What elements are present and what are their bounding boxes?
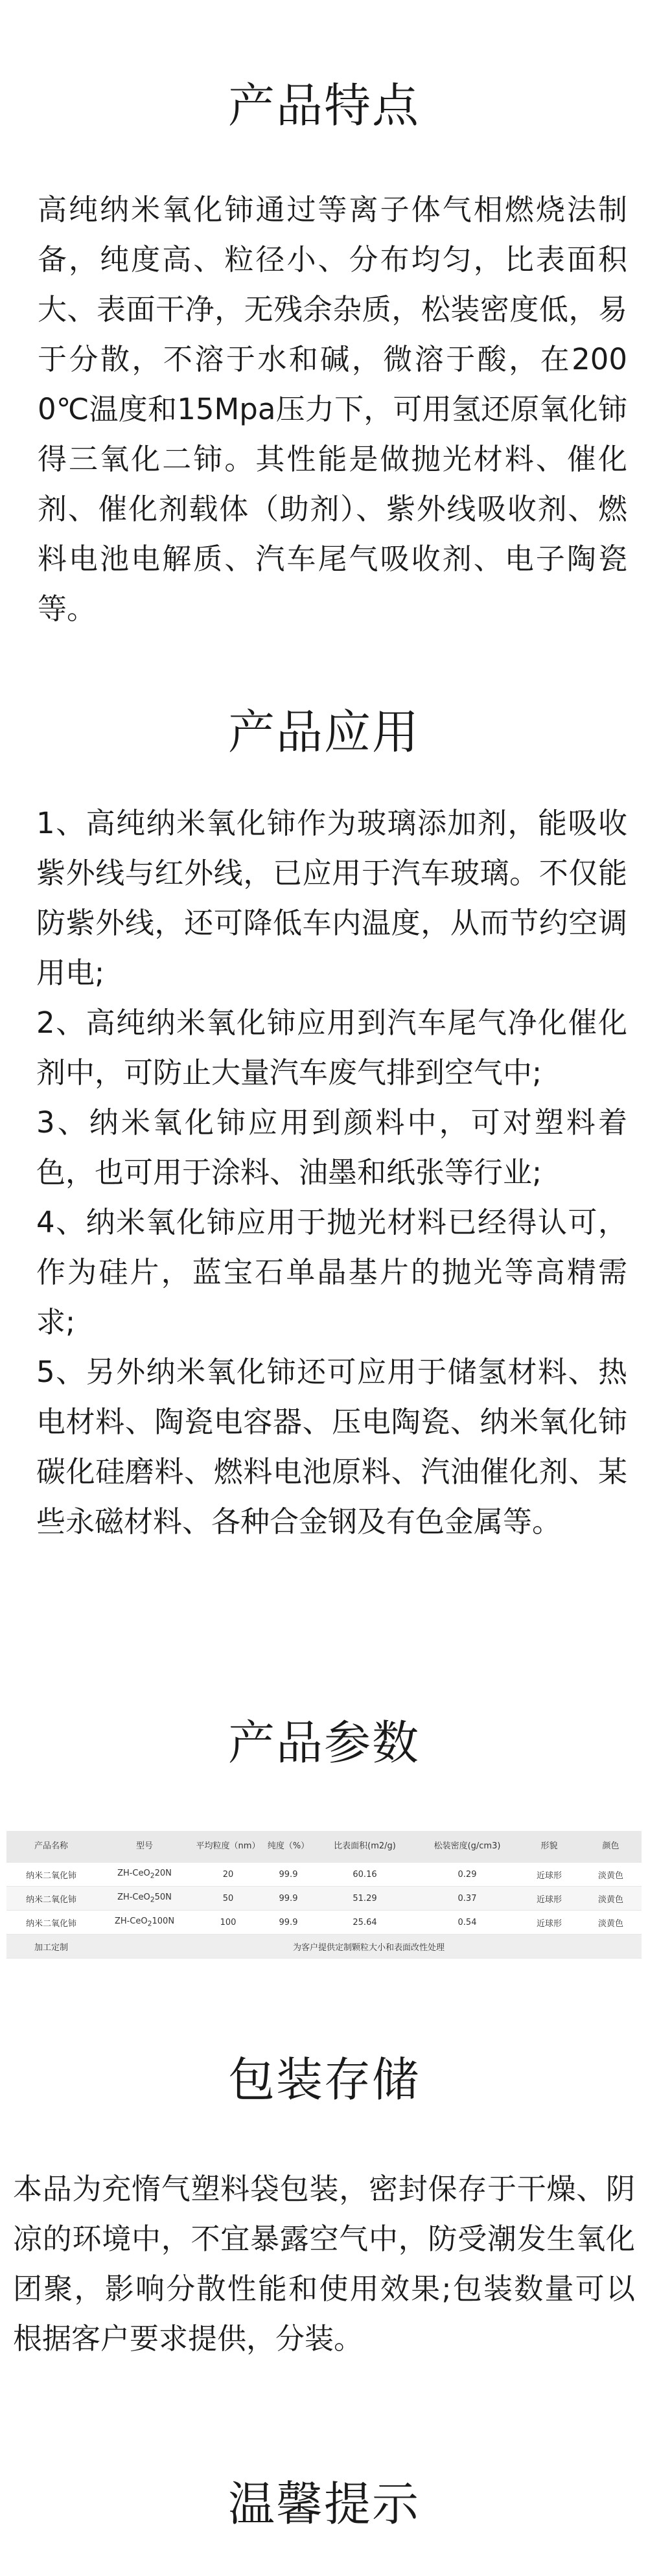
header-density: 松装密度(g/cm3) [416, 1831, 518, 1863]
header-surface: 比表面积(m2/g) [314, 1831, 416, 1863]
table-row [6, 1887, 642, 1911]
cell-density: 0.29 [416, 1863, 518, 1887]
params-table-wrap [6, 1831, 642, 1959]
cell-shape: 近球形 [518, 1863, 580, 1887]
custom-note: 为客户提供定制颗粒大小和表面改性处理 [96, 1935, 642, 1959]
packaging-text: 本品为充惰气塑料袋包装，密封保存于干燥、阴凉的环境中，不宜暴露空气中，防受潮发生氧化团聚，影响分散性能和使用效果;包装数量可以根据客户要求提供，分装。 [13, 2172, 635, 2356]
cell-model: ZH-CeO$_2$20N [96, 1863, 193, 1887]
cell-surface: 60.16 [314, 1863, 416, 1887]
cell-color: 淡黄色 [580, 1887, 642, 1911]
cell-purity: 99.9 [263, 1887, 314, 1911]
application-item: 4、纳米氧化铈应用于抛光材料已经得认可，作为硅片，蓝宝石单晶基片的抛光等高精需求; [36, 1205, 627, 1339]
application-item: 5、另外纳米氧化铈还可应用于储氢材料、热电材料、陶瓷电容器、压电陶瓷、纳米氧化铈碳化硅磨料、燃料电池原料、汽油催化剂、某些永磁材料、各种合金钢及有色金属等。 [36, 1355, 627, 1539]
cell-size: 100 [193, 1911, 263, 1935]
features-title: 产品特点 [227, 78, 420, 133]
cell-surface: 25.64 [314, 1911, 416, 1935]
application-item: 1、高纯纳米氧化铈作为玻璃添加剂，能吸收紫外线与红外线，已应用于汽车玻璃。不仅能防紫外线，还可降低车内温度，从而节约空调用电; [36, 806, 627, 990]
cell-color: 淡黄色 [580, 1863, 642, 1887]
tips-title: 温馨提示 [227, 2477, 420, 2531]
cell-purity: 99.9 [263, 1863, 314, 1887]
cell-density: 0.54 [416, 1911, 518, 1935]
cell-density: 0.37 [416, 1887, 518, 1911]
applications-title: 产品应用 [227, 705, 420, 759]
cell-purity: 99.9 [263, 1911, 314, 1935]
cell-color: 淡黄色 [580, 1911, 642, 1935]
cell-shape: 近球形 [518, 1911, 580, 1935]
custom-label: 加工定制 [6, 1935, 96, 1959]
cell-name: 纳米二氧化铈 [6, 1863, 96, 1887]
cell-surface: 51.29 [314, 1887, 416, 1911]
cell-name: 纳米二氧化铈 [6, 1887, 96, 1911]
header-model: 型号 [96, 1831, 193, 1863]
params-title: 产品参数 [227, 1716, 420, 1770]
cell-shape: 近球形 [518, 1887, 580, 1911]
header-shape: 形貌 [518, 1831, 580, 1863]
header-color: 颜色 [580, 1831, 642, 1863]
header-size: 平均粒度（nm） [193, 1831, 263, 1863]
cell-model: ZH-CeO$_2$100N [96, 1911, 193, 1935]
packaging-title: 包装存储 [227, 2053, 420, 2107]
cell-model: ZH-CeO$_2$50N [96, 1887, 193, 1911]
applications-list [36, 798, 627, 1547]
table-row [6, 1863, 642, 1887]
cell-size: 20 [193, 1863, 263, 1887]
params-table [6, 1831, 642, 1959]
cell-name: 纳米二氧化铈 [6, 1911, 96, 1935]
header-name: 产品名称 [6, 1831, 96, 1863]
table-row [6, 1911, 642, 1935]
header-purity: 纯度（%） [263, 1831, 314, 1863]
features-text: 高纯纳米氧化铈通过等离子体气相燃烧法制备，纯度高、粒径小、分布均匀，比表面积大、表面干净，无残余杂质，松装密度低，易于分散，不溶于水和碱，微溶于酸，在2000℃温度和15Mpa压力下，可用氢还原氧化铈得三氧化二铈。其性能是做抛光材料、催化剂、催化剂载体（助剂）、紫外线吸收剂、燃料电池电解质、汽车尾气吸收剂、电子陶瓷等。 [38, 192, 627, 626]
application-item: 3、纳米氧化铈应用到颜料中，可对塑料着色，也可用于涂料、油墨和纸张等行业; [36, 1105, 627, 1190]
table-header-row [6, 1831, 642, 1863]
custom-row [6, 1935, 642, 1959]
application-item: 2、高纯纳米氧化铈应用到汽车尾气净化催化剂中，可防止大量汽车废气排到空气中; [36, 1006, 627, 1090]
cell-size: 50 [193, 1887, 263, 1911]
